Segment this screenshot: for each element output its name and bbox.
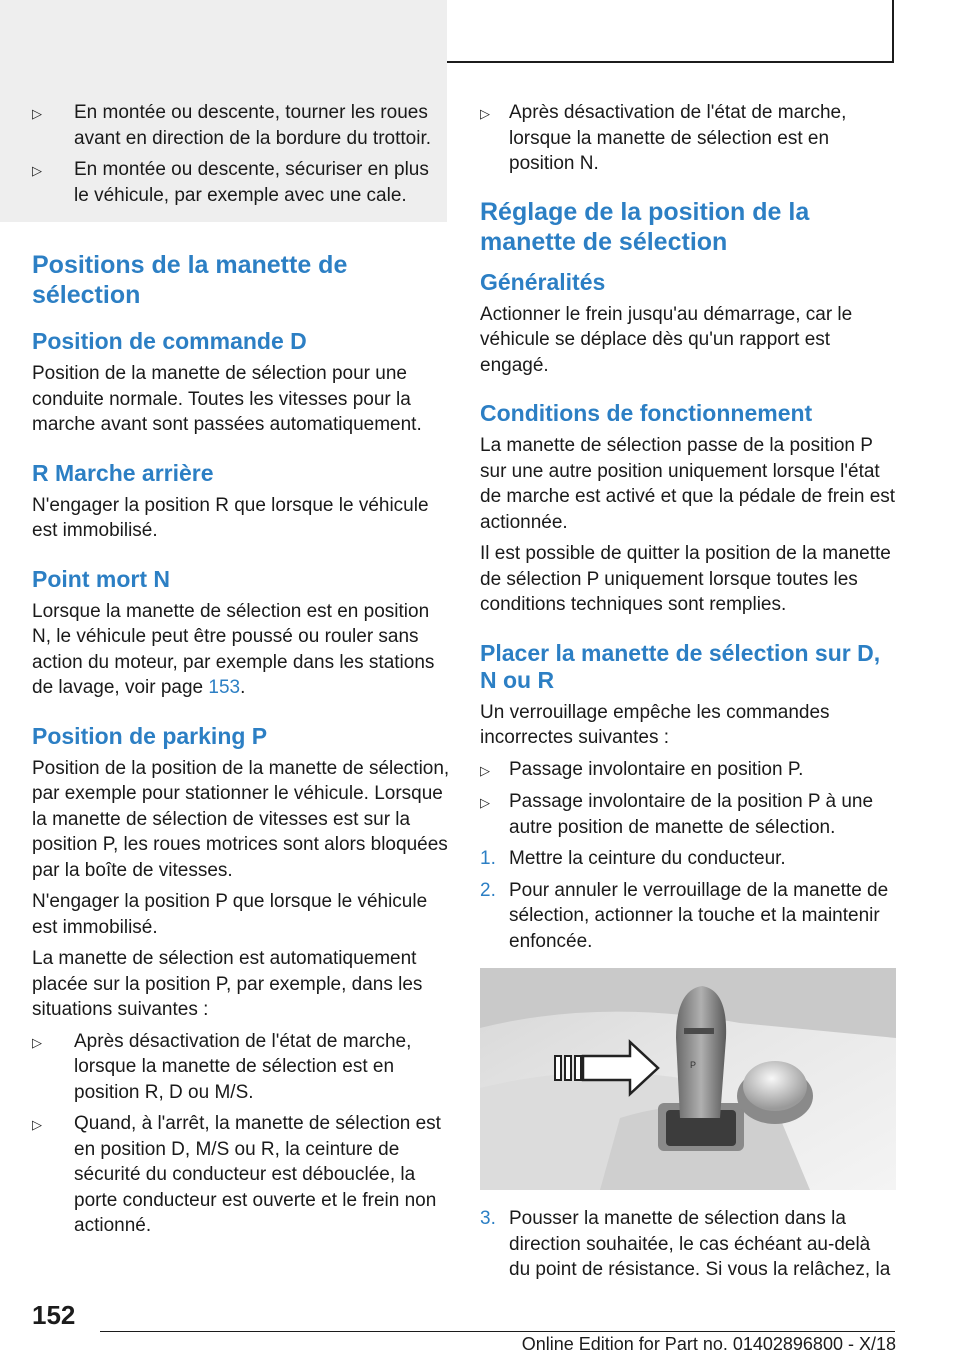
intro-bullets-box bbox=[0, 0, 447, 222]
right-column bbox=[480, 100, 896, 1289]
subheading-d: Position de commande D bbox=[32, 328, 307, 354]
step-item: 2. Pour annuler le verrouillage de la manette de sélection, actionner la touche et la maintenir enfoncée. bbox=[480, 879, 889, 952]
footer-rule bbox=[100, 1331, 895, 1332]
triangle-bullet-icon: ▷ bbox=[32, 1117, 42, 1132]
triangle-bullet-icon: ▷ bbox=[480, 762, 490, 778]
svg-text:P: P bbox=[690, 1060, 697, 1070]
subheading-general: Généralités bbox=[480, 268, 606, 295]
subheading-place: Placer la manette de sélection sur D, N ou R bbox=[480, 639, 881, 693]
list-item: ▷ Passage involontaire de la position P à une autre position de manette de sélection. bbox=[480, 789, 896, 840]
section-heading: Positions de la manette de sélection bbox=[32, 251, 348, 309]
triangle-bullet-icon: ▷ bbox=[480, 106, 490, 121]
paragraph: N'engager la position P que lorsque le véhicule est immobilisé. bbox=[32, 891, 428, 938]
page-reference-link[interactable]: 153 bbox=[208, 677, 241, 698]
step-item: 1. Mettre la ceinture du conducteur. bbox=[480, 848, 786, 869]
paragraph: Actionner le frein jusqu'au démarrage, car le véhicule se déplace dès qu'un rapport est engagé. bbox=[480, 303, 853, 376]
gear-selector-photo bbox=[480, 968, 896, 1190]
paragraph: Lorsque la manette de sélection est en position N, le véhicule peut être poussé ou rouler sans action du moteur, par exemple dans les stations de lavage, voir page 153. bbox=[32, 600, 435, 698]
list-item: ▷ Après désactivation de l'état de marche, lorsque la manette de sélection est en position R, D ou M/S. bbox=[32, 1029, 450, 1106]
triangle-bullet-icon: ▷ bbox=[32, 163, 42, 178]
list-item: ▷ Passage involontaire en position P. bbox=[480, 757, 896, 784]
list-item: ▷ En montée ou descente, sécuriser en plus le véhicule, par exemple avec une cale. bbox=[32, 157, 447, 208]
subheading-conditions: Conditions de fonctionnement bbox=[480, 400, 813, 426]
triangle-bullet-icon: ▷ bbox=[480, 795, 490, 810]
left-column bbox=[32, 100, 450, 1245]
paragraph: La manette de sélection est automatiquement placée sur la position P, par exemple, dans les situations suivantes : bbox=[32, 948, 423, 1020]
list-item: ▷ Quand, à l'arrêt, la manette de sélection est en position D, M/S ou R, la ceinture de sécurité du conducteur est débouclée, la porte conducteur est ouverte et le frein non actionné. bbox=[32, 1111, 450, 1239]
step-item: 3. Pousser la manette de sélection dans la direction souhaitée, le cas échéant au-delà du point de résistance. Si vous la relâchez, la bbox=[480, 1208, 891, 1280]
paragraph: Position de la manette de sélection pour une conduite normale. Toutes les vitesses pour la marche avant sont passées automatiquement. bbox=[32, 363, 422, 435]
list-item: ▷ En montée ou descente, tourner les roues avant en direction de la bordure du trottoir. bbox=[32, 100, 447, 151]
subheading-n: Point mort N bbox=[32, 565, 170, 592]
paragraph: N'engager la position R que lorsque le véhicule est immobilisé. bbox=[32, 494, 429, 541]
triangle-bullet-icon: ▷ bbox=[32, 106, 42, 121]
edition-footer: Online Edition for Part no. 01402896800 - X/18 bbox=[521, 1334, 896, 1354]
paragraph: La manette de sélection passe de la position P sur une autre position uniquement lorsque l'état de marche est activé et que la pédale de frein est actionnée. bbox=[480, 435, 896, 533]
paragraph: Il est possible de quitter la position de la manette de sélection P uniquement lorsque toutes les conditions techniques sont remplies. bbox=[480, 543, 891, 615]
page-number: 152 bbox=[32, 1300, 76, 1330]
list-item: ▷ Après désactivation de l'état de marche, lorsque la manette de sélection est en position N. bbox=[480, 100, 896, 177]
subheading-r: R Marche arrière bbox=[32, 459, 214, 486]
section-heading: Réglage de la position de la manette de sélection bbox=[480, 197, 810, 256]
subheading-p: Position de parking P bbox=[32, 722, 268, 749]
paragraph: Un verrouillage empêche les commandes incorrectes suivantes : bbox=[480, 701, 830, 748]
triangle-bullet-icon: ▷ bbox=[32, 1034, 42, 1050]
paragraph: Position de la position de la manette de sélection, par exemple pour stationner le véhicule. Lorsque la manette de sélection de vitesses est sur la position P, les roues motrices sont alors bloquées par la boîte de vitesses. bbox=[32, 757, 450, 881]
